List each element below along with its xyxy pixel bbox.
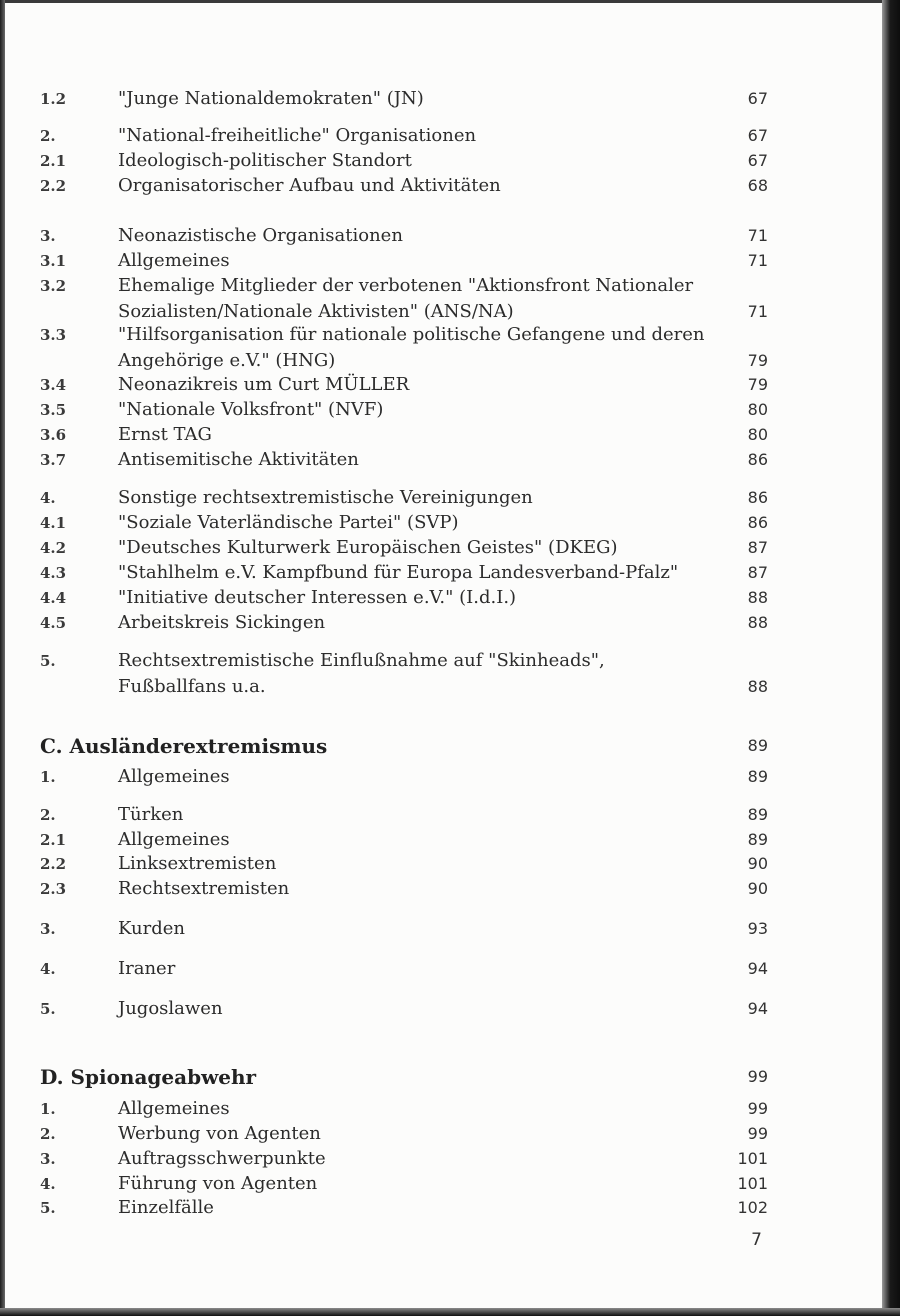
- entry-title: "Hilfsorganisation für nationale politische Gefangene und deren Angehörige e.V." (HNG): [118, 324, 705, 371]
- entry-page: 86: [747, 450, 768, 469]
- entry-title: "Soziale Vaterländische Partei" (SVP): [118, 512, 459, 533]
- entry-page: 101: [737, 1149, 768, 1168]
- toc-entry: [0, 956, 900, 982]
- section-page: 89: [747, 736, 768, 755]
- entry-page: 86: [747, 488, 768, 507]
- toc-entry: [0, 248, 900, 274]
- entry-number: 2.2: [40, 855, 67, 873]
- entry-title: Allgemeines: [118, 250, 230, 271]
- toc-entry: [0, 86, 900, 112]
- entry-page: 79: [747, 375, 768, 394]
- entry-title: Organisatorischer Aufbau und Aktivitäten: [118, 175, 501, 196]
- scan-edge-bottom: [0, 1308, 900, 1316]
- entry-title: Antisemitische Aktivitäten: [118, 449, 359, 470]
- entry-number: 1.: [40, 768, 56, 786]
- entry-page: 86: [747, 513, 768, 532]
- entry-page: 89: [747, 767, 768, 786]
- toc-entry: [0, 560, 900, 586]
- entry-title: Kurden: [118, 918, 186, 939]
- entry-page: 79: [747, 351, 768, 370]
- entry-page: 87: [747, 538, 768, 557]
- toc-entry: [0, 510, 900, 536]
- entry-number: 3.2: [40, 277, 67, 295]
- entry-title: Allgemeines: [118, 829, 230, 850]
- entry-page: 89: [747, 830, 768, 849]
- entry-number: 1.2: [40, 90, 67, 108]
- entry-number: 2.: [40, 1125, 56, 1143]
- entry-number: 3.4: [40, 376, 67, 394]
- entry-title: Türken: [118, 804, 184, 825]
- entry-page: 90: [747, 854, 768, 873]
- toc-entry: [0, 422, 900, 448]
- section-heading: [40, 1062, 860, 1092]
- scan-edge-top: [0, 0, 900, 3]
- entry-page: 88: [747, 588, 768, 607]
- entry-page: 89: [747, 805, 768, 824]
- toc-entry: [0, 1171, 900, 1197]
- entry-number: 5.: [40, 652, 56, 670]
- entry-number: 2.2: [40, 177, 67, 195]
- entry-page: 67: [747, 151, 768, 170]
- entry-number: 2.: [40, 806, 56, 824]
- entry-number: 3.3: [40, 326, 67, 344]
- toc-entry: [0, 851, 900, 877]
- entry-title: Ernst TAG: [118, 424, 212, 445]
- toc-entry: [0, 610, 900, 636]
- toc-entry: [0, 648, 900, 700]
- entry-number: 4.: [40, 960, 56, 978]
- toc-entry: [0, 876, 900, 902]
- entry-title: Einzelfälle: [118, 1197, 214, 1218]
- entry-number: 5.: [40, 1199, 56, 1217]
- entry-title: Arbeitskreis Sickingen: [118, 612, 326, 633]
- section-heading: [40, 731, 860, 761]
- entry-title: Ideologisch-politischer Standort: [118, 150, 412, 171]
- entry-page: 88: [747, 613, 768, 632]
- toc-entry: [0, 1146, 900, 1172]
- toc-entry: [0, 397, 900, 423]
- entry-number: 4.: [40, 489, 56, 507]
- entry-number: 2.1: [40, 152, 67, 170]
- entry-page: 67: [747, 89, 768, 108]
- toc-entry: [0, 764, 900, 790]
- entry-number: 3.: [40, 227, 56, 245]
- entry-number: 3.6: [40, 426, 67, 444]
- toc-entry: [0, 827, 900, 853]
- entry-title: Rechtsextremisten: [118, 878, 290, 899]
- toc-entry: [0, 322, 900, 374]
- entry-title: "Deutsches Kulturwerk Europäischen Geistes" (DKEG): [118, 537, 618, 558]
- entry-title: Neonazikreis um Curt MÜLLER: [118, 374, 410, 395]
- entry-title: Allgemeines: [118, 766, 230, 787]
- toc-entry: [0, 123, 900, 149]
- toc-entry: [0, 447, 900, 473]
- entry-page: 71: [747, 251, 768, 270]
- entry-page: 80: [747, 400, 768, 419]
- entry-title: "National-freiheitliche" Organisationen: [118, 125, 477, 146]
- entry-number: 4.5: [40, 614, 67, 632]
- toc-entry: [0, 802, 900, 828]
- entry-page: 71: [747, 226, 768, 245]
- entry-number: 2.3: [40, 880, 67, 898]
- entry-title: Allgemeines: [118, 1098, 230, 1119]
- entry-title: Führung von Agenten: [118, 1173, 318, 1194]
- toc-entry: [0, 1195, 900, 1221]
- section-title: D. Spionageabwehr: [40, 1065, 257, 1089]
- toc-entry: [0, 1096, 900, 1122]
- entry-title: "Junge Nationaldemokraten" (JN): [118, 88, 424, 109]
- toc-entry: [0, 585, 900, 611]
- toc-entry: [0, 916, 900, 942]
- entry-title: Iraner: [118, 958, 176, 979]
- entry-page: 99: [747, 1099, 768, 1118]
- entry-page: 99: [747, 1124, 768, 1143]
- toc-entry: [0, 273, 900, 325]
- entry-number: 3.: [40, 1150, 56, 1168]
- toc-entry: [0, 535, 900, 561]
- entry-number: 2.1: [40, 831, 67, 849]
- entry-page: 88: [747, 677, 768, 696]
- entry-page: 71: [747, 302, 768, 321]
- toc-entry: [0, 1121, 900, 1147]
- toc-entry: [0, 148, 900, 174]
- entry-title: "Nationale Volksfront" (NVF): [118, 399, 384, 420]
- entry-title: Rechtsextremistische Einflußnahme auf "Skinheads", Fußballfans u.a.: [118, 650, 605, 697]
- entry-number: 4.: [40, 1175, 56, 1193]
- entry-page: 67: [747, 126, 768, 145]
- entry-title: "Stahlhelm e.V. Kampfbund für Europa Landesverband-Pfalz": [118, 562, 679, 583]
- toc-entry: [0, 372, 900, 398]
- entry-page: 94: [747, 999, 768, 1018]
- entry-number: 3.5: [40, 401, 67, 419]
- entry-number: 5.: [40, 1000, 56, 1018]
- toc-entry: [0, 173, 900, 199]
- entry-number: 4.4: [40, 589, 67, 607]
- entry-title: Neonazistische Organisationen: [118, 225, 403, 246]
- entry-page: 102: [737, 1198, 768, 1217]
- entry-page: 93: [747, 919, 768, 938]
- entry-page: 90: [747, 879, 768, 898]
- section-title: C. Ausländerextremismus: [40, 734, 328, 758]
- entry-number: 3.: [40, 920, 56, 938]
- entry-number: 2.: [40, 127, 56, 145]
- entry-number: 3.7: [40, 451, 67, 469]
- entry-title: "Initiative deutscher Interessen e.V." (I.d.I.): [118, 587, 517, 608]
- entry-title: Werbung von Agenten: [118, 1123, 321, 1144]
- section-page: 99: [747, 1067, 768, 1086]
- entry-page: 68: [747, 176, 768, 195]
- entry-number: 4.1: [40, 514, 67, 532]
- entry-page: 87: [747, 563, 768, 582]
- toc-entry: [0, 996, 900, 1022]
- entry-title: Linksextremisten: [118, 853, 277, 874]
- entry-number: 3.1: [40, 252, 67, 270]
- entry-title: Sonstige rechtsextremistische Vereinigungen: [118, 487, 533, 508]
- entry-number: 1.: [40, 1100, 56, 1118]
- entry-page: 101: [737, 1174, 768, 1193]
- entry-page: 80: [747, 425, 768, 444]
- entry-title: Jugoslawen: [118, 998, 223, 1019]
- toc-entry: [0, 223, 900, 249]
- entry-number: 4.2: [40, 539, 67, 557]
- page-number: 7: [751, 1230, 762, 1250]
- entry-title: Ehemalige Mitglieder der verbotenen "Aktionsfront Nationaler Sozialisten/Nationale Aktivisten" (ANS/NA): [118, 275, 694, 322]
- toc-entry: [0, 485, 900, 511]
- entry-page: 94: [747, 959, 768, 978]
- entry-number: 4.3: [40, 564, 67, 582]
- entry-title: Auftragsschwerpunkte: [118, 1148, 326, 1169]
